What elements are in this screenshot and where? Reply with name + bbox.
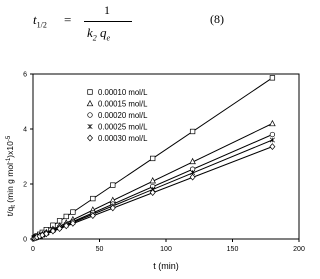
data-point-star [270,138,275,143]
y-tick-label: 2 [23,181,27,189]
equation-fraction-bar [84,21,132,22]
data-point-square [88,90,93,95]
x-axis-label: t (min) [153,261,179,271]
data-point-square [270,76,275,81]
data-point-circle [270,132,275,137]
equation-lhs [33,12,47,30]
equation-8 [0,0,307,52]
x-tick-label: 150 [226,246,239,253]
y-tick-label: 4 [23,126,27,134]
equation-denominator [87,25,110,43]
equation-den-q-sub: e [106,33,111,43]
data-point-diamond [270,144,275,150]
x-tick-label: 100 [160,246,172,253]
x-tick-label: 50 [95,246,104,253]
y-tick-label: 0 [23,236,27,244]
legend-label: 0.00020 mol/L [98,111,148,120]
y-axis-label: $t/q_t$ (min g $mol^{-1})x10^{-5}$ [5,135,17,217]
data-point-triangle [87,101,92,106]
equation-numerator: 1 [104,3,110,17]
equation-lhs-t: t [33,12,37,27]
data-point-square [71,210,76,215]
equation-lhs-subscript: 1/2 [36,20,47,30]
equation-den-k-sub: 2 [92,33,97,43]
data-point-square [111,183,116,188]
chart-legend [87,88,148,143]
data-point-square [64,214,69,219]
legend-label: 0.00030 mol/L [98,134,148,143]
equation-den-q: q [100,25,107,40]
equation-den-k: k [87,25,93,40]
legend-label: 0.00025 mol/L [98,122,148,132]
data-point-star [88,124,93,129]
y-tick-label: 6 [23,71,27,79]
data-point-diamond [88,135,93,141]
x-tick-label: 0 [31,246,35,253]
data-point-triangle [270,121,275,126]
data-point-square [150,156,155,161]
legend-label: 0.00015 mol/L [98,99,148,109]
x-tick-label: 200 [293,246,305,253]
legend-label: 0.00010 mol/L [98,88,148,97]
data-point-square [91,196,96,201]
data-point-square [190,129,195,134]
data-point-diamond [190,174,195,180]
equation-number: (8) [210,12,224,26]
kinetics-chart [0,52,307,279]
equation-equals: = [64,12,72,27]
data-point-circle [88,113,93,118]
